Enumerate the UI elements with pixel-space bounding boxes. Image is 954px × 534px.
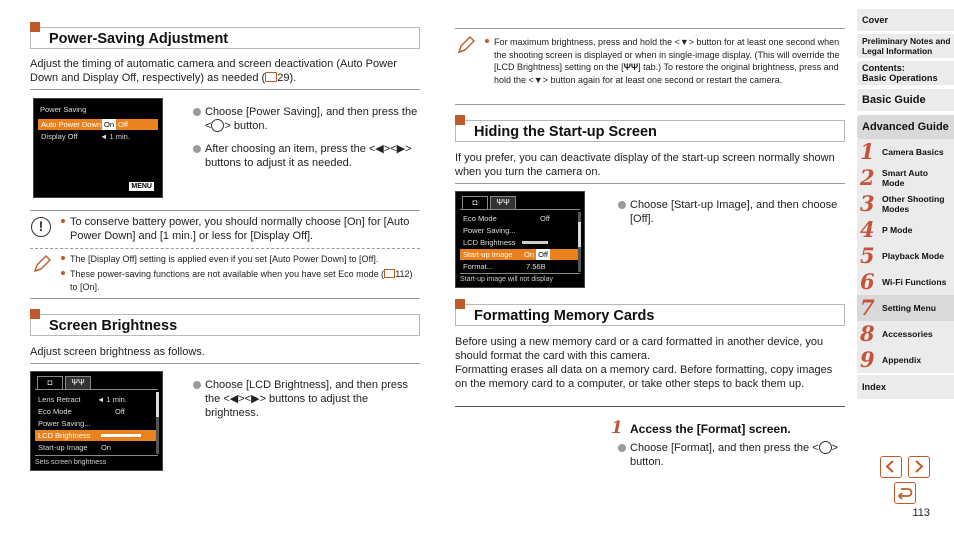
screen-row: Format... 7.56B: [463, 262, 546, 271]
sidebar-item-chapter-1[interactable]: 1 Camera Basics: [857, 139, 954, 165]
scrollbar: [156, 392, 159, 454]
section-marker-icon: [455, 299, 465, 309]
book-icon: [384, 269, 395, 278]
step-choose-lcd-brightness: Choose [LCD Brightness], and then press the <◀><▶> buttons to adjust the brightness.: [193, 378, 418, 420]
section-header-startup: [455, 120, 845, 142]
func-set-button-icon: [211, 119, 224, 132]
left-arrow-icon: ◀: [375, 143, 384, 155]
section-title: Hiding the Start-up Screen: [474, 124, 657, 140]
step-choose-format: Choose [Format], and then press the < > button.: [618, 441, 843, 469]
divider: [30, 89, 420, 90]
page-number: 113: [912, 507, 930, 519]
step-choose-power-saving: Choose [Power Saving], and then press the < > button.: [193, 105, 418, 133]
sidebar-item-chapter-5[interactable]: 5 Playback Mode: [857, 243, 954, 269]
screen-title: Power Saving: [40, 105, 87, 114]
startup-intro: If you prefer, you can deactivate display of the start-up screen normally shown when you turn the camera on.: [455, 152, 835, 178]
sidebar-item-advanced-guide[interactable]: Advanced Guide: [857, 115, 954, 139]
pencil-icon: [31, 253, 53, 275]
divider: [30, 363, 420, 364]
brightness-intro: Adjust screen brightness as follows.: [30, 346, 205, 358]
step-bullet-icon: [193, 145, 201, 153]
right-arrow-icon: [909, 457, 928, 476]
section-title: Screen Brightness: [49, 318, 178, 334]
caution-icon: !: [31, 217, 51, 237]
pencil-icon: [455, 34, 477, 56]
screen-row: LCD Brightness: [460, 237, 580, 248]
screen-row: Power Saving...: [463, 226, 516, 235]
sidebar-item-contents[interactable]: Contents: Basic Operations: [857, 61, 954, 85]
scrollbar: [578, 212, 581, 272]
sidebar-item-chapter-4[interactable]: 4 P Mode: [857, 217, 954, 243]
step-adjust-item: After choosing an item, press the <◀><▶> buttons to adjust it as needed.: [193, 142, 418, 170]
step-bullet-icon: [618, 444, 626, 452]
right-arrow-icon: ▶: [251, 393, 260, 405]
screen-row: Display Off ◄ 1 min.: [41, 132, 130, 141]
format-intro-2: Formatting erases all data on a memory card. Before formatting, copy images on the memory card to a computer, or take other steps to back them up.: [455, 364, 833, 390]
camera-tab-icon: ◘: [37, 376, 63, 389]
next-page-button[interactable]: [908, 456, 930, 478]
screen-row: Eco Mode Off: [463, 214, 550, 223]
divider: [455, 104, 845, 105]
screen-footer: Sets screen brightness: [35, 458, 107, 466]
step-bullet-icon: [193, 108, 201, 116]
camera-screen-startup: [455, 191, 585, 288]
divider: [30, 248, 420, 249]
camera-screen-power-saving: [33, 98, 163, 198]
section-header-brightness: [30, 314, 420, 336]
screen-row: Lens Retract ◄ 1 min.: [38, 395, 127, 404]
prev-page-button[interactable]: [880, 456, 902, 478]
section-marker-icon: [30, 309, 40, 319]
section-header-power-saving: [30, 27, 420, 49]
step-bullet-icon: [193, 381, 201, 389]
camera-tab-icon: ◘: [462, 196, 488, 209]
power-saving-intro: Adjust the timing of automatic camera and screen deactivation (Auto Power Down and Display Off, respectively) as needed ( 29).: [30, 58, 397, 84]
screen-row: Auto Power Down On Off: [38, 119, 158, 130]
screen-row: Eco Mode Off: [38, 407, 125, 416]
screen-row: Start-up Image On Off: [460, 249, 580, 260]
sidebar-item-chapter-2[interactable]: 2 Smart Auto Mode: [857, 165, 954, 191]
sidebar-item-index[interactable]: Index: [857, 375, 954, 399]
sidebar-item-chapter-9[interactable]: 9 Appendix: [857, 347, 954, 373]
brightness-level-bar: [101, 434, 141, 437]
tools-tab-icon: ΨΨ: [65, 376, 91, 389]
book-icon: [265, 72, 277, 82]
tools-tab-icon: ΨΨ: [490, 196, 516, 209]
section-header-format: [455, 304, 845, 326]
divider: [455, 183, 845, 184]
step-number: 1: [611, 418, 623, 438]
section-title: Power-Saving Adjustment: [49, 31, 229, 47]
screen-row: Start-up Image On: [38, 443, 112, 452]
screen-row: LCD Brightness: [35, 430, 158, 441]
step-title: Access the [Format] screen.: [630, 422, 791, 436]
sidebar-item-basic-guide[interactable]: Basic Guide: [857, 89, 954, 111]
tools-tab-icon: ΨΨ: [623, 62, 639, 72]
sidebar-item-chapter-3[interactable]: 3 Other Shooting Modes: [857, 191, 954, 217]
step-choose-startup-image: Choose [Start-up Image], and then choose [Off].: [618, 198, 843, 226]
left-arrow-icon: [881, 457, 900, 476]
return-icon: [895, 483, 914, 502]
sidebar-item-chapter-8[interactable]: 8 Accessories: [857, 321, 954, 347]
divider: [30, 298, 420, 299]
section-marker-icon: [30, 22, 40, 32]
camera-screen-brightness: [30, 371, 163, 471]
sidebar-item-chapter-6[interactable]: 6 Wi-Fi Functions: [857, 269, 954, 295]
sidebar-item-chapter-7[interactable]: 7 Setting Menu: [857, 295, 954, 321]
back-button[interactable]: [894, 482, 916, 504]
menu-button-icon: MENU: [131, 182, 152, 190]
screen-row: Power Saving...: [38, 419, 91, 428]
divider: [455, 28, 845, 29]
step-bullet-icon: [618, 201, 626, 209]
section-title: Formatting Memory Cards: [474, 308, 655, 324]
divider: [455, 406, 845, 407]
note-max-brightness: For maximum brightness, press and hold the <▼> button for at least one second when the shooting screen is displayed or when in single-image display. (This will override the [LCD Brightness] setting on the [ΨΨ] tab.) To restore the original brightness, press and hold the <▼> button again for at least one second or restart the camera.: [485, 36, 845, 86]
section-marker-icon: [455, 115, 465, 125]
caution-note: To conserve battery power, you should normally choose [On] for [Auto Power Down] and [1 min.] or less for [Display Off].: [61, 215, 419, 243]
func-set-button-icon: [819, 441, 832, 454]
note-eco-mode: These power-saving functions are not available when you have set Eco mode ( 112) to [On].: [61, 268, 419, 293]
left-arrow-icon: ◀: [229, 393, 239, 405]
screen-footer: Start-up image will not display: [460, 275, 553, 283]
note-display-off: The [Display Off] setting is applied even if you set [Auto Power Down] to [Off].: [61, 253, 419, 266]
right-arrow-icon: ▶: [396, 143, 406, 155]
sidebar-item-prelim[interactable]: Preliminary Notes and Legal Information: [857, 34, 954, 58]
sidebar-item-cover[interactable]: Cover: [857, 9, 954, 31]
format-intro: Before using a new memory card or a card formatted in another device, you should format the card with this camera.: [455, 336, 824, 362]
divider: [30, 210, 420, 211]
brightness-level-bar: [522, 241, 548, 244]
